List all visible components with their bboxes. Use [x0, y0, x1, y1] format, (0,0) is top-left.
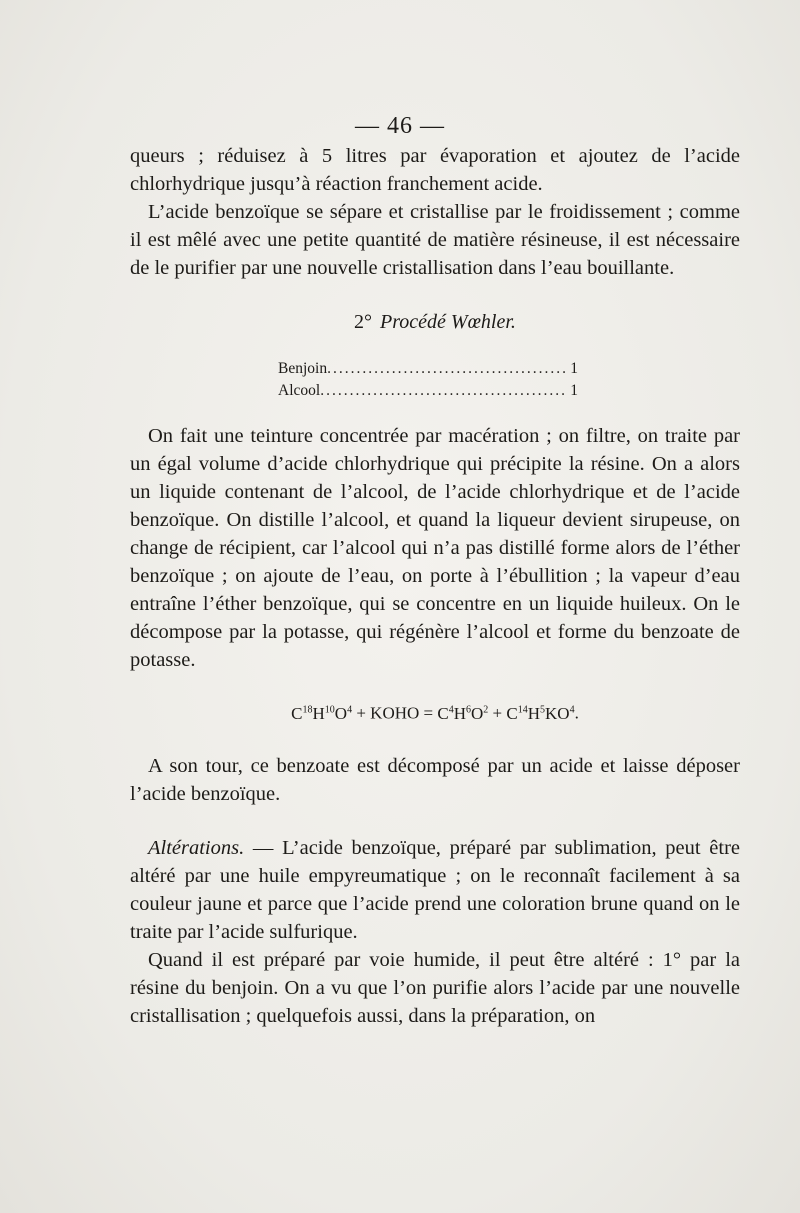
- paragraph-spacer: [130, 808, 740, 834]
- paragraph-3: On fait une teinture concentrée par macération ; on filtre, on traite par un égal volume d’acide chlorhydrique qui précipite la résine. On a alors un liquide contenant de l’alcool, de l’acide chlorhydrique et de l’acide benzoïque. On distille l’alcool, et quand la liqueur devient sirupeuse, on change de récipient, car l’alcool qui n’a pas distillé forme alors de l’éther benzoïque ; on ajoute de l’eau, on porte à l’ébullition ; la vapeur d’eau entraîne l’éther benzoïque, qui se concentre en un liquide huileux. On le décompose par la potasse, qui régénère l’alcool et forme du benzoate de potasse.: [130, 425, 740, 671]
- recipe-ingredient: Alcool: [278, 382, 321, 399]
- paragraph-1: queurs ; réduisez à 5 litres par évaporation et ajoutez de l’acide chlorhydrique jusqu’à réaction franchement acide.: [130, 145, 740, 195]
- recipe-quantity: 1: [570, 382, 578, 399]
- recipe-list: [278, 358, 578, 402]
- section-ordinal: 2°: [354, 311, 373, 333]
- recipe-row: [278, 358, 578, 380]
- equation-term: $C^4H^6O^2$: [437, 703, 489, 723]
- page-number: — 46 —: [355, 113, 445, 139]
- paragraph-5: [130, 834, 740, 946]
- dot-leader: [327, 358, 566, 380]
- dot-leader: [320, 380, 566, 402]
- recipe-quantity: 1: [570, 360, 578, 377]
- section-title: Procédé Wœhler.: [380, 311, 516, 333]
- paragraph-6: Quand il est préparé par voie humide, il peut être altéré : 1° par la résine du benjoin. On a vu que l’on purifie alors l’acide par une nouvelle cristallisation ; quelquefois aussi, dans la préparation, on: [130, 948, 740, 1027]
- recipe-ingredient: Benjoin: [278, 360, 328, 377]
- paragraph-2: L’acide benzoïque se sépare et cristallise par le froidissement ; comme il est mêlé avec une petite quantité de matière résineuse, il est nécessaire de le purifier par une nouvelle cristallisation dans l’eau bouillante.: [130, 201, 740, 279]
- equation-operator: +: [488, 703, 507, 723]
- equation-operator: + KOHO =: [352, 703, 438, 723]
- equation-term: $C^{14}H^5KO^4$: [506, 703, 575, 723]
- page-body: [130, 142, 740, 1030]
- equation-term: $C^{18}H^{10}O^4$: [291, 703, 353, 723]
- chemical-equation: [130, 696, 740, 728]
- alterations-text: — L’acide benzoïque, préparé par sublimation, peut être altéré par une huile empyreumatique ; on le reconnaît facilement à sa couleur jaune et parce que l’acide prend une coloration brune quand on le traite par l’acide sulfurique.: [130, 836, 740, 943]
- section-heading: [130, 308, 740, 336]
- equation-end: .: [574, 703, 579, 723]
- recipe-row: [278, 380, 578, 402]
- paragraph-4: A son tour, ce benzoate est décomposé par un acide et laisse déposer l’acide benzoïque.: [130, 754, 740, 805]
- alterations-label: Altérations.: [148, 836, 245, 859]
